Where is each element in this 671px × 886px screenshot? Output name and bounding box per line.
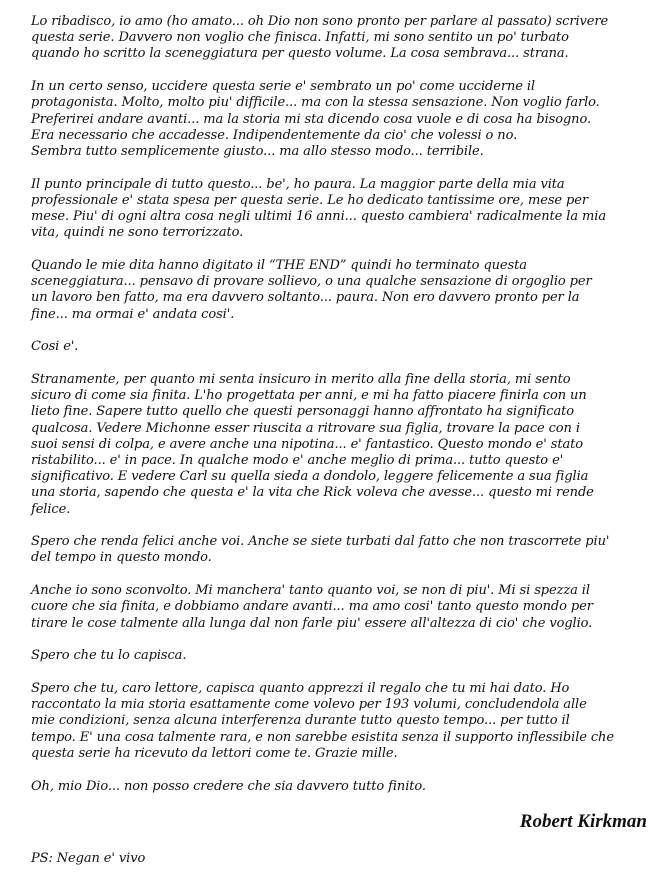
paragraph-11: Oh, mio Dio... non posso credere che sia davvero tutto finito. xyxy=(31,778,426,794)
paragraph-2: In un certo senso, uccidere questa serie e' sembrato un po' come ucciderne il protagonista. Molto, molto piu' difficile... ma con la stessa sensazione. Non voglio farlo. Preferirei andare avanti... ma la storia mi sta dicendo cosa vuole e di cosa ha bisogno. Era necessario che accadesse. Indipendentemente da cio' che volessi o no. Sembra tutto semplicemente giusto... ma allo stesso modo... terribile. xyxy=(31,79,600,159)
paragraph-9: Spero che tu lo capisca. xyxy=(31,648,187,664)
paragraph-5: Cosi e'. xyxy=(31,339,79,355)
paragraph-4: Quando le mie dita hanno digitato il “THE END” quindi ho terminato questa sceneggiatura... pensavo di provare sollievo, o una qualche sensazione di orgoglio per un lavoro ben fatto, ma era davvero soltanto... paura. Non ero davvero pronto per la fine... ma ormai e' andata cosi'. xyxy=(31,257,592,322)
postscript: PS: Negan e' vivo xyxy=(31,851,146,867)
letter-page xyxy=(31,14,651,884)
paragraph-6: Stranamente, per quanto mi senta insicuro in merito alla fine della storia, mi sento sicuro di come sia finita. L'ho progettata per anni, e mi ha fatto piacere finirla con un lieto fine. Sapere tutto quello che questi personaggi hanno affrontato ha significato qualcosa. Vedere Michonne esser riuscita a ritrovare sua figlia, trovare la pace con i suoi sensi di colpa, e avere anche una nipotina... e' fantastico. Questo mondo e' stato ristabilito... e' in pace. In qualche modo e' anche meglio di prima... tutto questo e' significativo. E vedere Carl su quella sieda a dondolo, leggere felicemente a sua figlia una storia, sapendo che questa e' la vita che Rick voleva che avesse... questo mi rende felice. xyxy=(31,371,594,517)
paragraph-7: Spero che renda felici anche voi. Anche se siete turbati dal fatto che non trascorrete piu' del tempo in questo mondo. xyxy=(31,534,610,566)
author-signature: Robert Kirkman xyxy=(519,811,647,833)
paragraph-1: Lo ribadisco, io amo (ho amato... oh Dio non sono pronto per parlare al passato) scrivere questa serie. Davvero non voglio che finisca. Infatti, mi sono sentito un po' turbato quando ho scritto la sceneggiatura per questo volume. La cosa sembrava... strana. xyxy=(31,14,609,62)
paragraph-8: Anche io sono sconvolto. Mi manchera' tanto quanto voi, se non di piu'. Mi si spezza il cuore che sia finita, e dobbiamo andare avanti... ma amo cosi' tanto questo mondo per tirare le cose talmente alla lunga dal non farle piu' essere all'altezza di cio' che voglio. xyxy=(31,583,593,631)
paragraph-10: Spero che tu, caro lettore, capisca quanto apprezzi il regalo che tu mi hai dato. Ho raccontato la mia storia esattamente come volevo per 193 volumi, concludendola alle mie condizioni, senza alcuna interferenza durante tutto questo tempo... per tutto il tempo. E' una cosa talmente rara, e non sarebbe esistita senza il supporto inflessibile che questa serie ha ricevuto da lettori come te. Grazie mille. xyxy=(31,681,614,761)
paragraph-3: Il punto principale di tutto questo... be', ho paura. La maggior parte della mia vita professionale e' stata spesa per questa serie. Le ho dedicato tantissime ore, mese per mese. Piu' di ogni altra cosa negli ultimi 16 anni... questo cambiera' radicalmente la mia vita, quindi ne sono terrorizzato. xyxy=(31,176,606,241)
